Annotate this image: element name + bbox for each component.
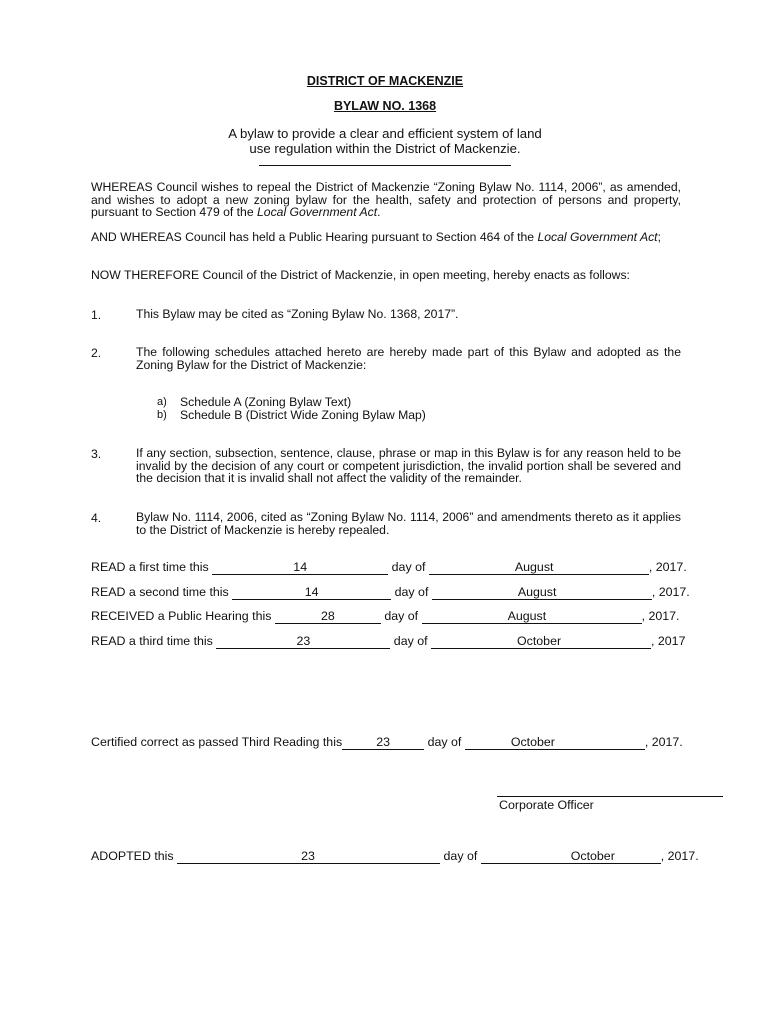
section-number: 2. xyxy=(91,346,102,360)
reading-day-field: 14 xyxy=(232,586,391,600)
purpose-line-2: use regulation within the District of Mackenzie. xyxy=(249,141,521,156)
signature-title: Corporate Officer xyxy=(499,798,594,812)
section-text: The following schedules attached hereto are hereby made part of this Bylaw and adopted as the Zoning Bylaw for the District of Mackenzie: xyxy=(136,345,681,372)
schedule-item: Schedule B (District Wide Zoning Bylaw Map) xyxy=(180,408,426,422)
heading-divider xyxy=(259,165,511,166)
act-reference: Local Government Act xyxy=(257,205,378,220)
certified-month-field: October xyxy=(465,736,645,750)
district-heading: DISTRICT OF MACKENZIE xyxy=(306,74,464,88)
certified-row: Certified correct as passed Third Reading this 23 day of October , 2017. xyxy=(91,735,683,749)
reading-row: READ a third time this 23 day of October , 2017 xyxy=(91,634,686,648)
reading-month-field: August xyxy=(429,561,649,575)
reading-month-field: August xyxy=(422,610,642,624)
reading-row: READ a second time this 14 day of August , 2017. xyxy=(91,585,690,599)
section-text: Bylaw No. 1114, 2006, cited as “Zoning Bylaw No. 1114, 2006” and amendments thereto as it applies to the District of Mackenzie is hereby repealed. xyxy=(136,510,681,537)
signature-line xyxy=(497,796,723,797)
adopted-day-field: 23 xyxy=(177,850,440,864)
reading-row: READ a first time this 14 day of August , 2017. xyxy=(91,560,687,574)
bylaw-number-heading: BYLAW NO. 1368 xyxy=(333,99,437,113)
schedule-item: Schedule A (Zoning Bylaw Text) xyxy=(180,395,352,409)
adopted-row: ADOPTED this 23 day of October , 2017. xyxy=(91,849,699,863)
enacting-clause: NOW THEREFORE Council of the District of Mackenzie, in open meeting, hereby enacts as follows: xyxy=(91,268,630,282)
schedule-letter: b) xyxy=(157,409,167,421)
purpose-line-1: A bylaw to provide a clear and efficient system of land xyxy=(228,126,542,141)
whereas-paragraph-2: AND WHEREAS Council has held a Public Hearing pursuant to Section 464 of the Local Government Act; xyxy=(91,230,661,244)
certified-day-field: 23 xyxy=(342,736,424,750)
section-text: This Bylaw may be cited as “Zoning Bylaw No. 1368, 2017”. xyxy=(136,307,459,321)
whereas-paragraph-1: WHEREAS Council wishes to repeal the District of Mackenzie “Zoning Bylaw No. 1114, 2006”, as amended, and wishes to adopt a new zoning bylaw for the health, safety and protection of persons and property, pursuant to Section 479 of the Local Government Act. xyxy=(91,180,681,220)
reading-day-field: 28 xyxy=(275,610,381,624)
section-number: 1. xyxy=(91,308,102,322)
adopted-month-field: October xyxy=(481,850,661,864)
section-number: 3. xyxy=(91,447,102,461)
reading-month-field: August xyxy=(432,586,652,600)
act-reference: Local Government Act xyxy=(537,230,658,244)
section-text: If any section, subsection, sentence, clause, phrase or map in this Bylaw is for any reason held to be invalid by the decision of any court or competent jurisdiction, the invalid portion shall be severed and the decision that it is invalid shall not affect the validity of the remainder. xyxy=(136,446,681,486)
reading-row: RECEIVED a Public Hearing this 28 day of August , 2017. xyxy=(91,609,680,623)
schedule-letter: a) xyxy=(157,396,167,408)
section-number: 4. xyxy=(91,511,102,525)
reading-day-field: 14 xyxy=(212,561,388,575)
reading-day-field: 23 xyxy=(216,635,390,649)
reading-month-field: October xyxy=(431,635,651,649)
